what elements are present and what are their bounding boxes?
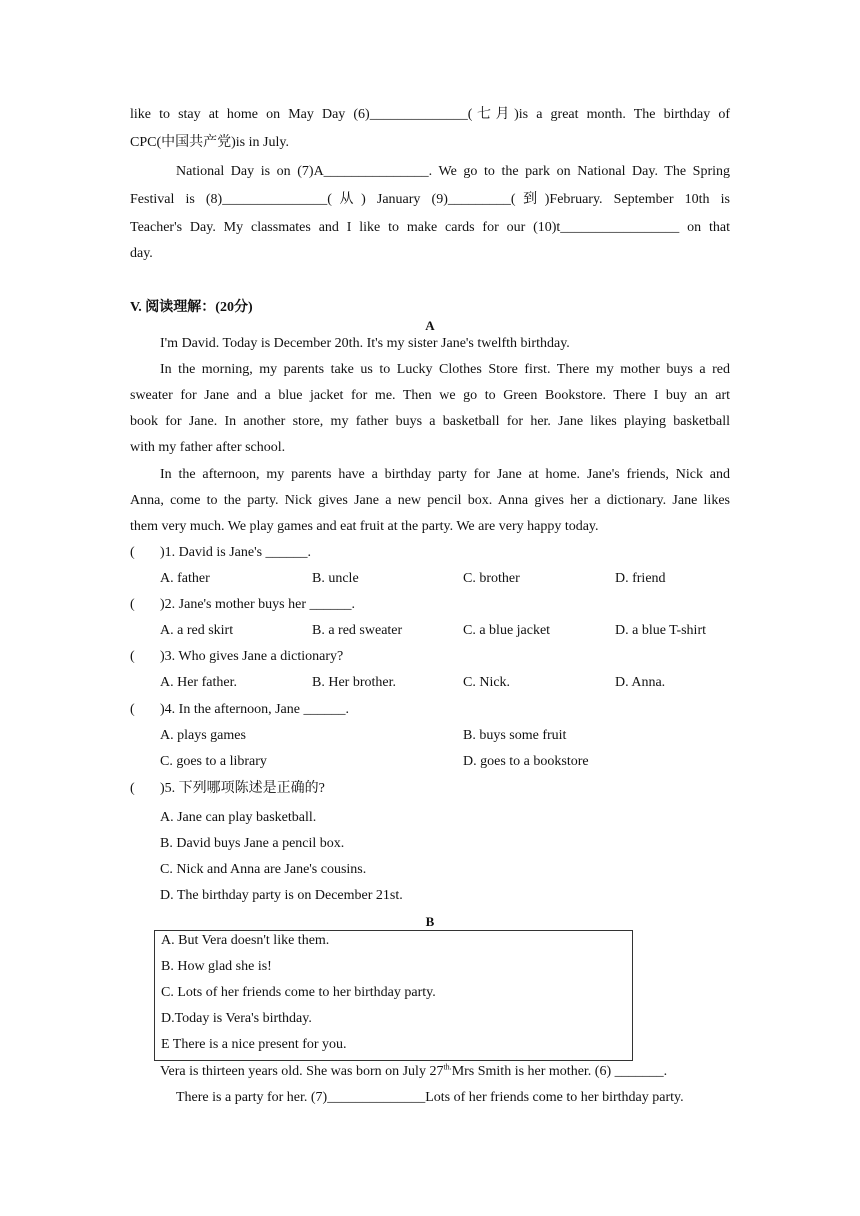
passage-a-paragraph: I'm David. Today is December 20th. It's my sister Jane's twelfth birthday. xyxy=(160,336,570,351)
passage-line: National Day is on (7)A_______________. We go to the park on National Day. The Spring xyxy=(176,164,730,179)
question-stem: )1. David is Jane's ______. xyxy=(160,545,312,560)
question-4 xyxy=(130,702,349,718)
passage-a-line: book for Jane. In another store, my father buys a basketball for her. Jane likes playing basketball xyxy=(130,414,730,429)
passage-a-line: sweater for Jane and a blue jacket for me. Then we go to Green Bookstore. There I buy an art xyxy=(130,388,730,403)
question-stem: )4. In the afternoon, Jane ______. xyxy=(160,702,349,717)
passage-b-line xyxy=(160,1064,730,1080)
passage-b-text: Vera is thirteen years old. She was born on July 27 xyxy=(160,1064,444,1079)
option-d: D. Anna. xyxy=(615,675,666,690)
passage-b-line: There is a party for her. (7)______________Lots of her friends come to her birthday party. xyxy=(176,1090,684,1105)
option-c: C. goes to a library xyxy=(160,754,267,769)
choice-d: D.Today is Vera's birthday. xyxy=(161,1011,312,1026)
choice-b: B. How glad she is! xyxy=(161,959,272,974)
question-stem: )2. Jane's mother buys her ______. xyxy=(160,597,355,612)
section-title: V. 阅读理解：(20分) xyxy=(130,300,253,315)
choice-a: A. But Vera doesn't like them. xyxy=(161,933,330,948)
option-a: A. Jane can play basketball. xyxy=(160,810,317,825)
passage-line: Festival is (8)_______________(从) January (9)_________(到)February. September 10th is xyxy=(130,192,730,207)
option-a: A. a red skirt xyxy=(160,623,234,638)
question-stem: )5. 下列哪项陈述是正确的? xyxy=(160,781,325,796)
answer-blank[interactable]: ( xyxy=(130,545,135,560)
question-3 xyxy=(130,649,343,665)
question-2 xyxy=(130,597,355,613)
option-b: B. uncle xyxy=(312,571,359,586)
option-a: A. plays games xyxy=(160,728,246,743)
ordinal-suffix: th. xyxy=(443,1062,452,1072)
option-d: D. a blue T-shirt xyxy=(615,623,706,638)
question-1 xyxy=(130,545,311,561)
passage-a-line: them very much. We play games and eat fruit at the party. We are very happy today. xyxy=(130,519,599,534)
choices-box xyxy=(154,930,633,1061)
option-d: D. The birthday party is on December 21st. xyxy=(160,888,403,903)
choice-e: E There is a nice present for you. xyxy=(161,1037,347,1052)
option-d: D. friend xyxy=(615,571,666,586)
answer-blank[interactable]: ( xyxy=(130,781,135,796)
question-5 xyxy=(130,781,325,797)
passage-a-line: In the morning, my parents take us to Lucky Clothes Store first. There my mother buys a red xyxy=(160,362,730,377)
option-d: D. goes to a bookstore xyxy=(463,754,589,769)
option-b: B. a red sweater xyxy=(312,623,403,638)
passage-a-label: A xyxy=(425,318,435,333)
option-c: C. Nick. xyxy=(463,675,511,690)
option-b: B. buys some fruit xyxy=(463,728,567,743)
passage-b-label: B xyxy=(425,914,435,929)
answer-blank[interactable]: ( xyxy=(130,702,135,717)
answer-blank[interactable]: ( xyxy=(130,649,135,664)
option-c: C. Nick and Anna are Jane's cousins. xyxy=(160,862,367,877)
option-b: B. David buys Jane a pencil box. xyxy=(160,836,345,851)
option-a: A. father xyxy=(160,571,210,586)
option-c: C. brother xyxy=(463,571,520,586)
option-a: A. Her father. xyxy=(160,675,237,690)
option-c: C. a blue jacket xyxy=(463,623,551,638)
passage-line: like to stay at home on May Day (6)______________(七月)is a great month. The birthday of xyxy=(130,107,730,122)
passage-a-line: In the afternoon, my parents have a birthday party for Jane at home. Jane's friends, Nick and xyxy=(160,467,730,482)
question-stem: )3. Who gives Jane a dictionary? xyxy=(160,649,344,664)
option-b: B. Her brother. xyxy=(312,675,396,690)
passage-line: Teacher's Day. My classmates and I like to make cards for our (10)t_________________ on that xyxy=(130,220,730,235)
passage-b-text: Mrs Smith is her mother. (6) _______. xyxy=(451,1064,668,1079)
answer-blank[interactable]: ( xyxy=(130,597,135,612)
passage-a-line: Anna, come to the party. Nick gives Jane a new pencil box. Anna gives her a dictionary. Jane likes xyxy=(130,493,730,508)
passage-line: CPC(中国共产党)is in July. xyxy=(130,135,289,150)
passage-a-line: with my father after school. xyxy=(130,440,286,455)
choice-c: C. Lots of her friends come to her birthday party. xyxy=(161,985,436,1000)
passage-line: day. xyxy=(130,246,153,261)
